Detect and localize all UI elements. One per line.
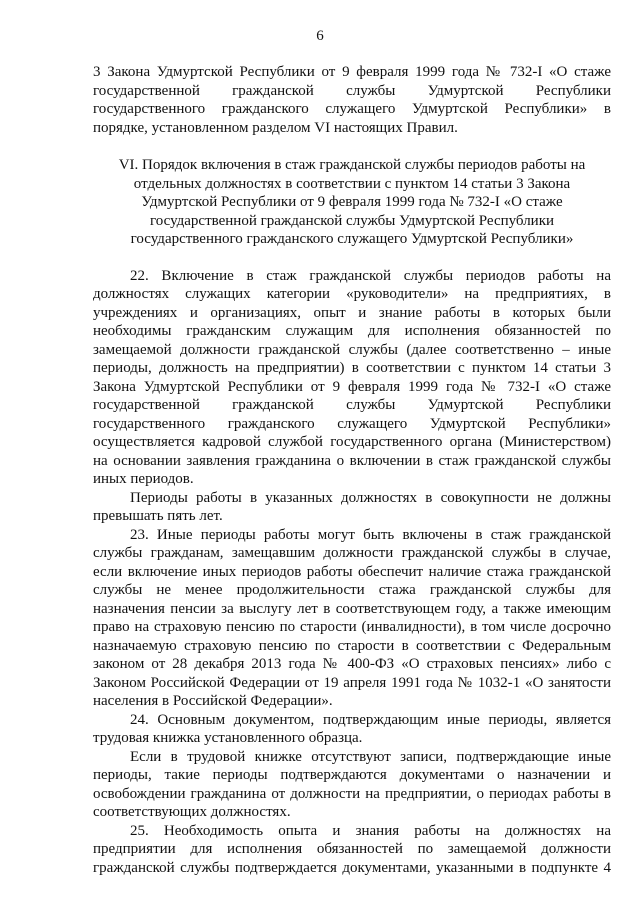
text-line: иных периодов. (93, 471, 194, 487)
text-line: гражданской службы подтверждается документами, указанными в подпункте 4 (93, 859, 611, 876)
section-heading (93, 156, 611, 249)
heading-line: VI. Порядок включения в стаж гражданской службы периодов работы на (118, 157, 586, 173)
paragraph-25 (93, 822, 611, 878)
text-line: государственного гражданского служащего Удмуртской Республики» в (93, 101, 611, 117)
text-line: если включение иных периодов работы обеспечит наличие стажа гражданской (93, 563, 611, 580)
paragraph-22-limit (93, 489, 611, 526)
text-line: Периоды работы в указанных должностях в совокупности не должны (130, 489, 611, 506)
text-line: населения в Российской Федерации». (93, 693, 333, 709)
paragraph-24 (93, 711, 611, 748)
text-line: Если в трудовой книжке отсутствуют записи, подтверждающие иные (130, 748, 611, 765)
text-line: законом от 28 декабря 2013 года № 400-ФЗ «О страховых пенсиях» либо с (93, 656, 611, 672)
text-line: периоды, должность на предприятии) в соответствии с пунктом 14 статьи 3 (93, 360, 611, 376)
text-line: необходимы гражданским служащим для исполнения обязанностей по (93, 323, 611, 339)
text-line: 24. Основным документом, подтверждающим иные периоды, является (130, 711, 611, 728)
text-line: соответствующих должностях. (93, 804, 291, 820)
text-line: учреждениях и организациях, опыт и знание работы в которых были (93, 304, 611, 321)
text-line: замещаемой должности гражданской службы (далее соответственно – иные (93, 341, 611, 358)
text-line: государственной гражданской службы Удмуртской Республики (93, 397, 611, 413)
text-line: должностях служащих категории «руководители» на предприятиях, в (93, 286, 611, 302)
text-line: Закона Удмуртской Республики от 9 февраля 1999 года № 732-I «О стаже (93, 378, 611, 395)
text-line: периоды, такие периоды подтверждаются документами о назначении и (93, 767, 611, 783)
text-line: 25. Необходимость опыта и знания работы на должностях на (130, 822, 611, 839)
text-line: назначаемую страховую пенсию по старости в соответствии с Федеральным (93, 637, 611, 654)
paragraph-23 (93, 526, 611, 711)
text-line: службы не менее продолжительности стажа гражданской службы для (93, 582, 611, 598)
heading-line: Удмуртской Республики от 9 февраля 1999 года № 732-I «О стаже (141, 194, 563, 210)
text-line: осуществляется кадровой службой государственного органа (Министерством) (93, 434, 611, 450)
text-line: освобождении гражданина от должности на предприятии, о периодах работы в (93, 785, 611, 802)
paragraph-22 (93, 267, 611, 489)
text-line: назначения пенсии за выслугу лет в соответствующем году, а также имеющим (93, 600, 611, 617)
text-line: Законом Российской Федерации от 19 апреля 1991 года № 1032-1 «О занятости (93, 674, 611, 691)
intro-paragraph (93, 63, 611, 137)
text-line: 22. Включение в стаж гражданской службы периодов работы на (130, 267, 611, 284)
heading-line: государственного гражданского служащего Удмуртской Республики» (130, 231, 574, 247)
heading-line: отдельных должностях в соответствии с пунктом 14 статьи 3 Закона (133, 175, 571, 192)
text-line: 23. Иные периоды работы могут быть включены в стаж гражданской (130, 526, 611, 543)
text-line: государственной гражданской службы Удмуртской Республики (93, 82, 611, 99)
paragraph-24-records (93, 748, 611, 822)
heading-line: государственной гражданской службы Удмуртской Республики (149, 212, 555, 229)
text-line: трудовая книжка установленного образца. (93, 730, 363, 746)
page-number: 6 (316, 28, 324, 44)
text-line: государственного гражданского служащего Удмуртской Республики» (93, 415, 611, 432)
document-body (93, 63, 611, 877)
text-line: 3 Закона Удмуртской Республики от 9 февраля 1999 года № 732-I «О стаже (93, 64, 611, 80)
text-line: предприятии для исполнения обязанностей по замещаемой должности (93, 841, 611, 857)
text-line: на основании заявления гражданина о включении в стаж гражданской службы (93, 452, 611, 469)
text-line: службы гражданам, замещавшим должности гражданской службы в случае, (93, 545, 611, 561)
text-line: порядке, установленном разделом VI настоящих Правил. (93, 119, 458, 136)
text-line: право на страховую пенсию по старости (инвалидности), в том числе досрочно (93, 619, 611, 635)
text-line: превышать пять лет. (93, 508, 223, 524)
